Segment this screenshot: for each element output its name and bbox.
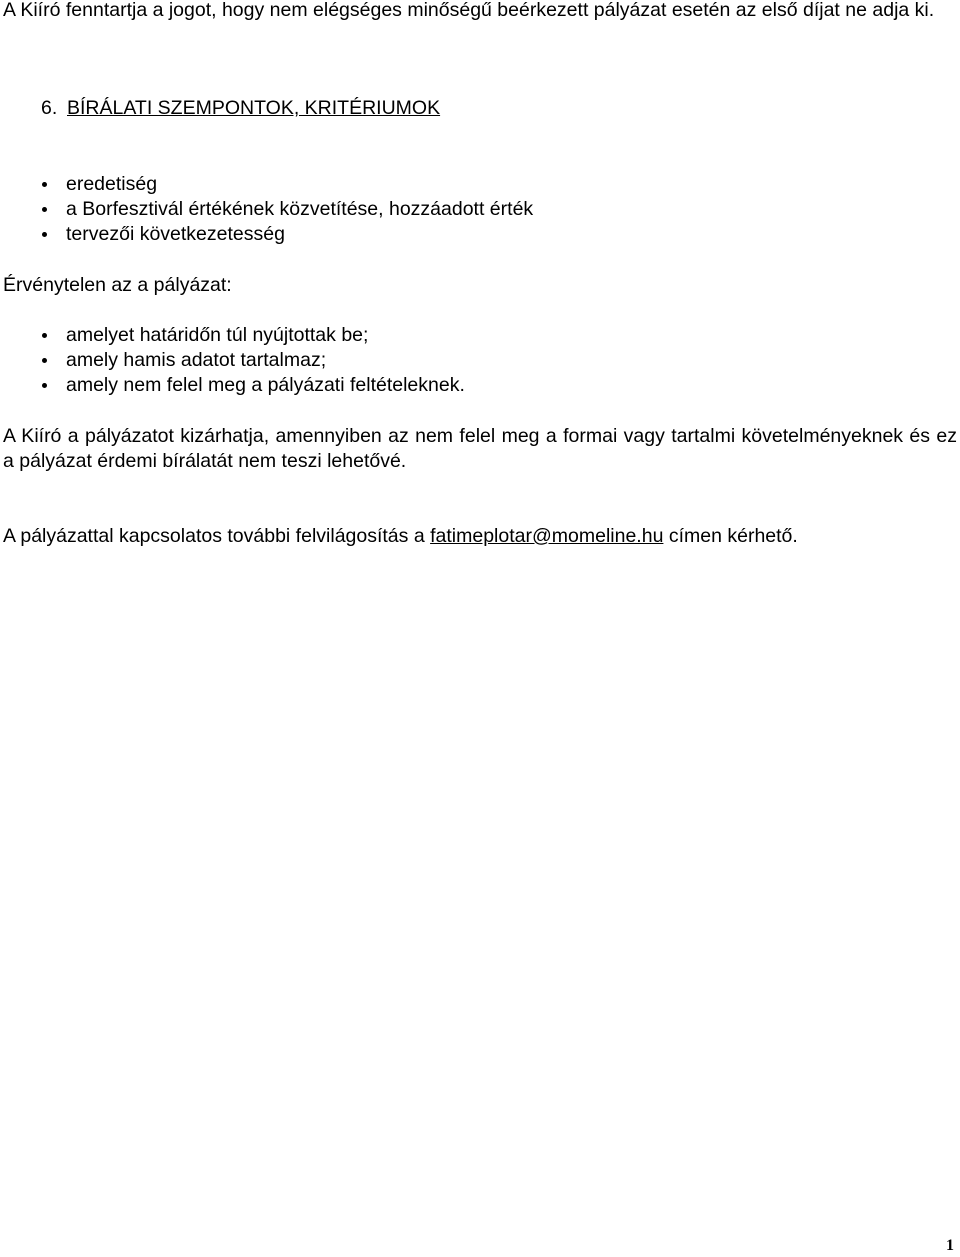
bullet-icon <box>42 182 47 187</box>
email-link[interactable]: fatimeplotar@momeline.hu <box>430 525 664 547</box>
list-item <box>0 222 533 247</box>
invalid-item-text: amely nem felel meg a pályázati feltételeknek. <box>66 374 465 396</box>
page-number: 1 <box>946 1237 954 1254</box>
list-item <box>0 348 465 373</box>
bullet-icon <box>42 383 47 388</box>
intro-paragraph: A Kiíró fenntartja a jogot, hogy nem elégséges minőségű beérkezett pályázat esetén az első díjat ne adja ki. <box>3 0 935 21</box>
criteria-item-text: tervezői következetesség <box>66 223 285 245</box>
list-item <box>0 373 465 398</box>
contact-text-after: címen kérhető. <box>663 525 798 547</box>
list-item <box>0 172 533 197</box>
criteria-item-text: eredetiség <box>66 173 158 195</box>
invalid-item-text: amely hamis adatot tartalmaz; <box>66 349 327 371</box>
section-heading <box>41 96 440 121</box>
criteria-list <box>0 172 533 247</box>
invalid-item-text: amelyet határidőn túl nyújtottak be; <box>66 324 369 346</box>
bullet-icon <box>42 232 47 237</box>
criteria-item-text: a Borfesztivál értékének közvetítése, hozzáadott érték <box>66 198 534 220</box>
list-item <box>0 323 465 348</box>
invalid-heading: Érvénytelen az a pályázat: <box>3 274 232 296</box>
list-item <box>0 197 533 222</box>
contact-text-before: A pályázattal kapcsolatos további felvilágosítás a <box>3 525 431 547</box>
section-number: 6. <box>41 97 58 119</box>
bullet-icon <box>42 207 47 212</box>
invalid-list <box>0 323 465 398</box>
contact-paragraph <box>3 524 957 549</box>
bullet-icon <box>42 333 47 338</box>
exclusion-paragraph: A Kiíró a pályázatot kizárhatja, amennyiben az nem felel meg a formai vagy tartalmi követelményeknek és ez a pályázat érdemi bírálatát nem teszi lehetővé. <box>3 425 957 472</box>
bullet-icon <box>42 358 47 363</box>
section-title: BÍRÁLATI SZEMPONTOK, KRITÉRIUMOK <box>67 97 441 119</box>
